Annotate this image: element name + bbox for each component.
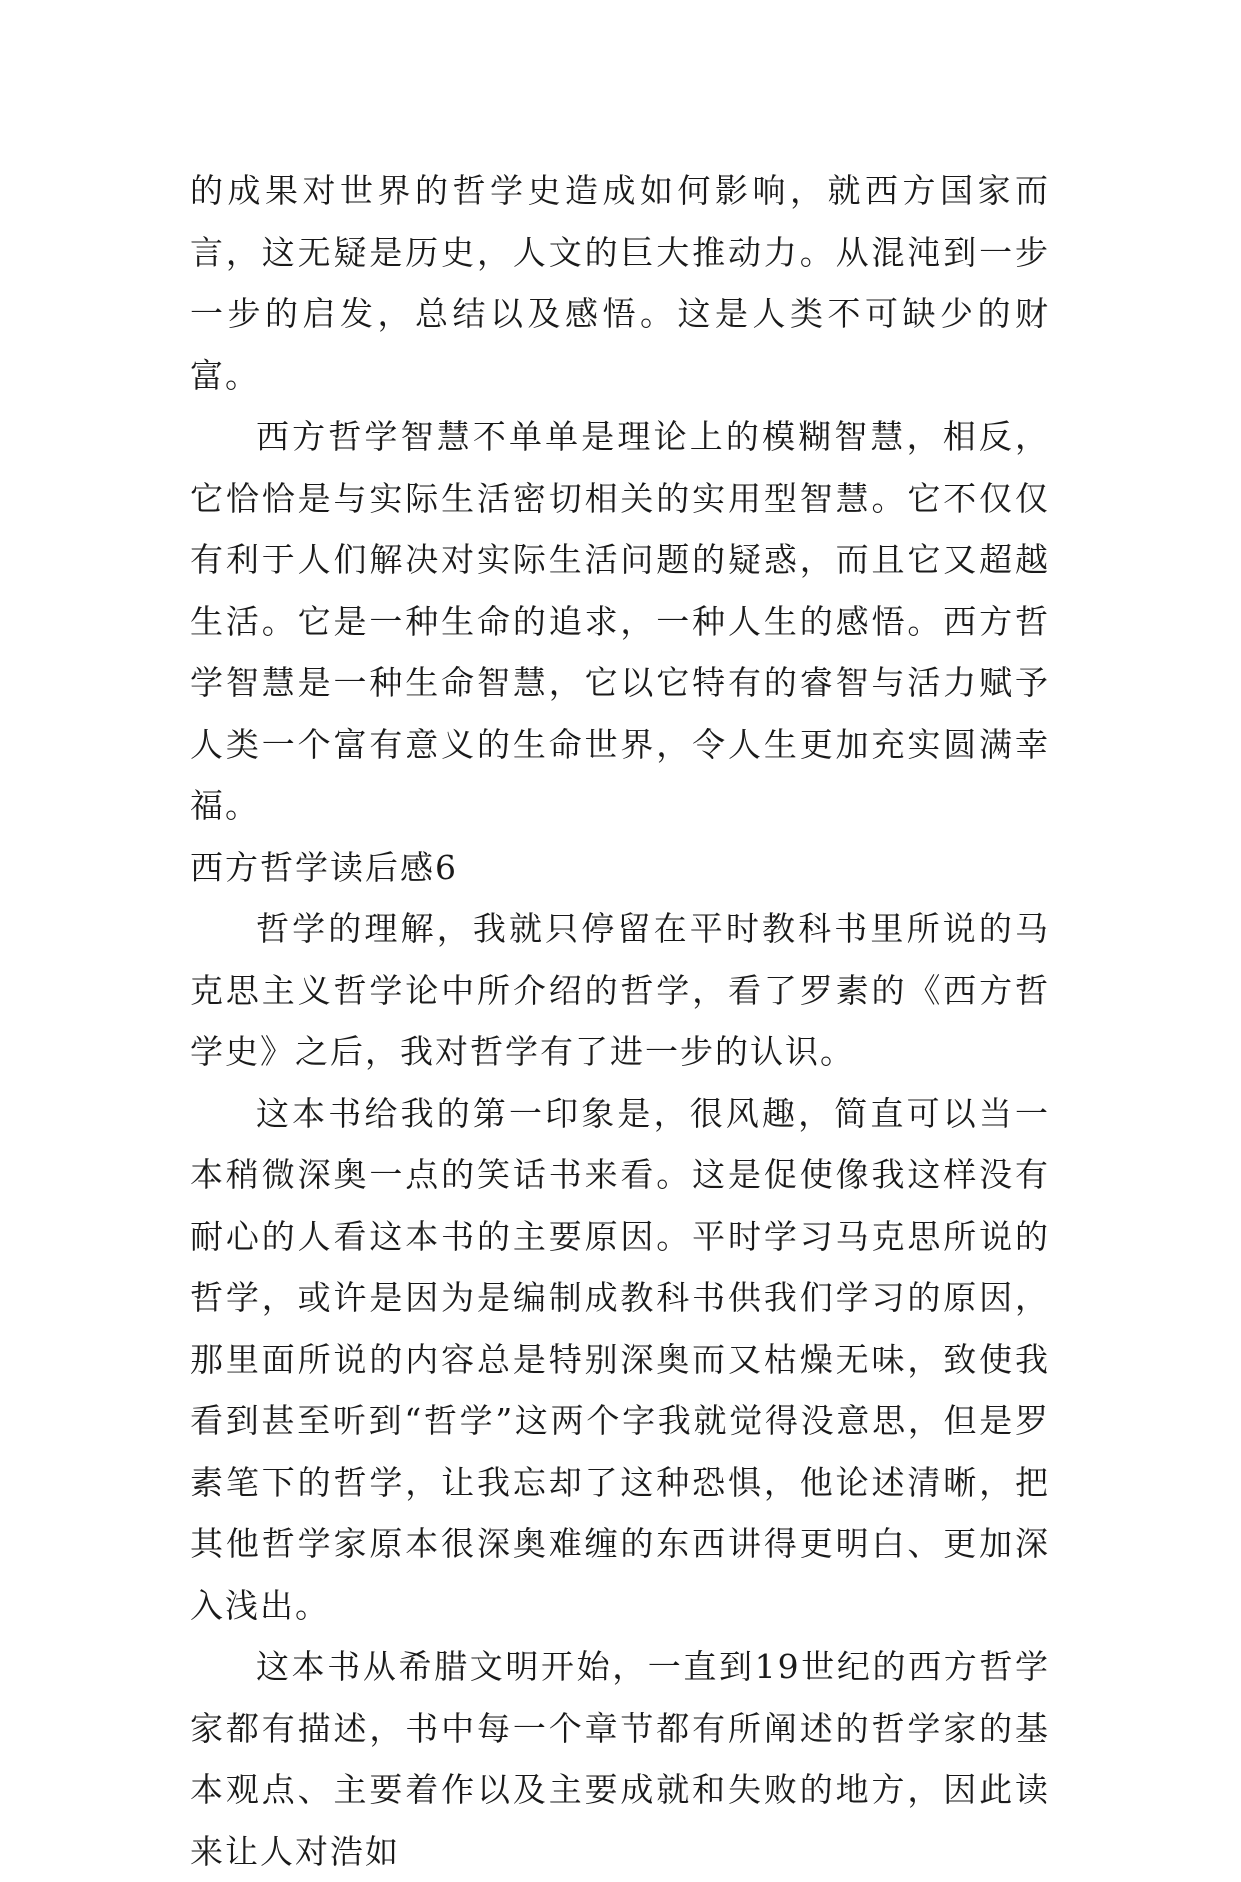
paragraph: 这本书从希腊文明开始，一直到19世纪的西方哲学家都有描述，书中每一个章节都有所阐述的哲学家的基本观点、主要着作以及主要成就和失败的地方，因此读来让人对浩如 bbox=[190, 1647, 1050, 1871]
document-body bbox=[190, 160, 1050, 1882]
paragraph: 的成果对世界的哲学史造成如何影响，就西方国家而言，这无疑是历史，人文的巨大推动力。从混沌到一步一步的启发，总结以及感悟。这是人类不可缺少的财富。 bbox=[190, 171, 1050, 395]
section-heading: 西方哲学读后感6 bbox=[190, 847, 458, 887]
paragraph: 哲学的理解，我就只停留在平时教科书里所说的马克思主义哲学论中所介绍的哲学，看了罗素的《西方哲学史》之后，我对哲学有了进一步的认识。 bbox=[190, 909, 1050, 1071]
paragraph: 西方哲学智慧不单单是理论上的模糊智慧，相反，它恰恰是与实际生活密切相关的实用型智慧。它不仅仅有利于人们解决对实际生活问题的疑惑，而且它又超越生活。它是一种生命的追求，一种人生的感悟。西方哲学智慧是一种生命智慧，它以它特有的睿智与活力赋予人类一个富有意义的生命世界，令人生更加充实圆满幸福。 bbox=[190, 417, 1050, 825]
paragraph: 这本书给我的第一印象是，很风趣，简直可以当一本稍微深奥一点的笑话书来看。这是促使像我这样没有耐心的人看这本书的主要原因。平时学习马克思所说的哲学，或许是因为是编制成教科书供我们学习的原因，那里面所说的内容总是特别深奥而又枯燥无味，致使我看到甚至听到“哲学”这两个字我就觉得没意思，但是罗素笔下的哲学，让我忘却了这种恐惧，他论述清晰，把其他哲学家原本很深奥难缠的东西讲得更明白、更加深入浅出。 bbox=[190, 1093, 1050, 1625]
